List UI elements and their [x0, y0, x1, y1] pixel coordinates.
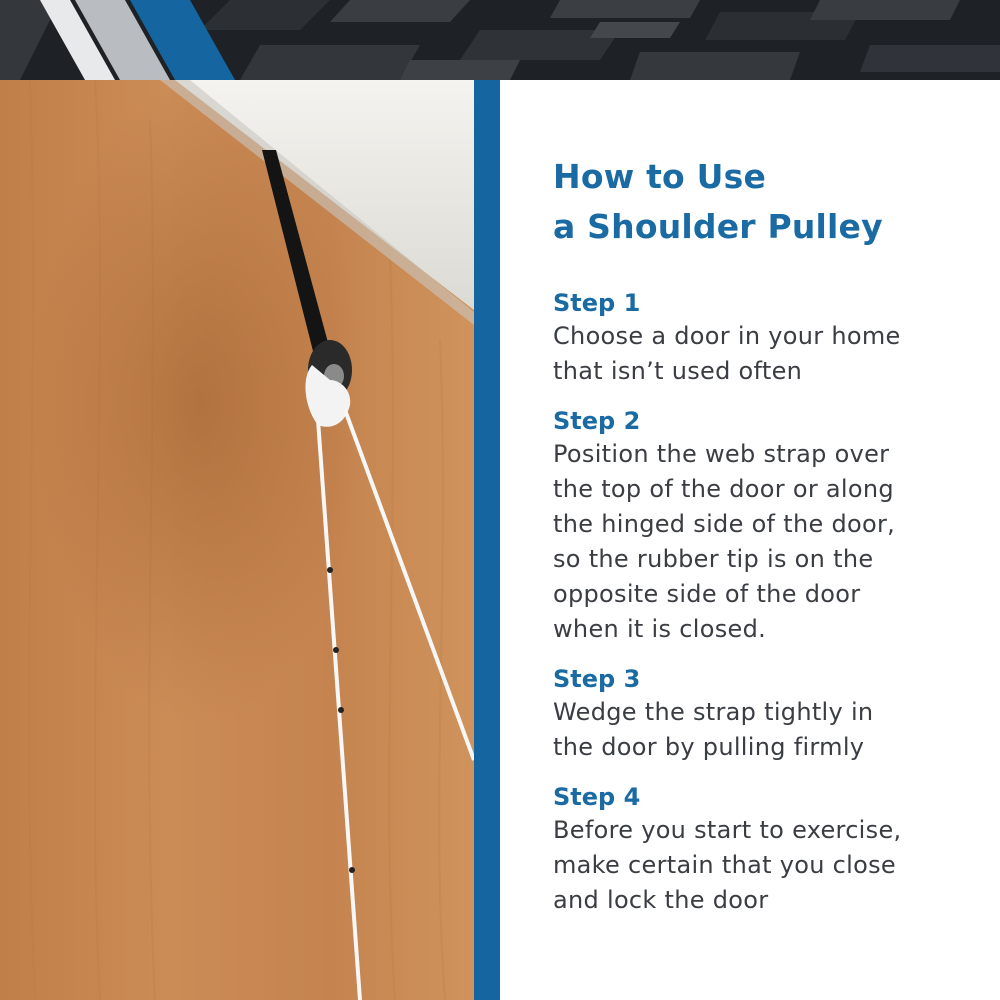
step-line: Wedge the strap tightly in — [553, 698, 874, 726]
step-line: the door by pulling firmly — [553, 733, 865, 761]
step-line: make certain that you close — [553, 851, 896, 879]
title-line: a Shoulder Pulley — [553, 207, 883, 246]
step-line: opposite side of the door — [553, 580, 861, 608]
step-description — [553, 695, 973, 765]
instructions-panel — [500, 80, 1000, 1000]
step-line: the top of the door or along — [553, 475, 894, 503]
step-description — [553, 437, 973, 647]
door-pulley-photo — [0, 80, 474, 1000]
step-line: so the rubber tip is on the — [553, 545, 874, 573]
step-title: Step 4 — [553, 783, 641, 811]
step-2 — [553, 405, 973, 647]
step-title: Step 2 — [553, 407, 641, 435]
page-title — [553, 152, 883, 252]
step-line: when it is closed. — [553, 615, 767, 643]
step-4 — [553, 781, 973, 918]
step-title: Step 1 — [553, 289, 641, 317]
steps-list — [553, 287, 973, 918]
step-description — [553, 813, 973, 918]
shoulder-pulley-on-door-photo-icon — [0, 80, 474, 1000]
step-description — [553, 319, 973, 389]
step-line: Choose a door in your home — [553, 322, 901, 350]
step-line: the hinged side of the door, — [553, 510, 896, 538]
step-line: Before you start to exercise, — [553, 816, 902, 844]
title-line: How to Use — [553, 157, 767, 196]
step-line: that isn’t used often — [553, 357, 803, 385]
step-line: and lock the door — [553, 886, 769, 914]
step-3 — [553, 663, 973, 765]
header-stripe-band — [0, 0, 1000, 80]
step-title: Step 3 — [553, 665, 641, 693]
blue-divider-bar — [474, 80, 500, 1000]
step-line: Position the web strap over — [553, 440, 890, 468]
step-1 — [553, 287, 973, 389]
stripe-pattern-icon — [0, 0, 1000, 80]
